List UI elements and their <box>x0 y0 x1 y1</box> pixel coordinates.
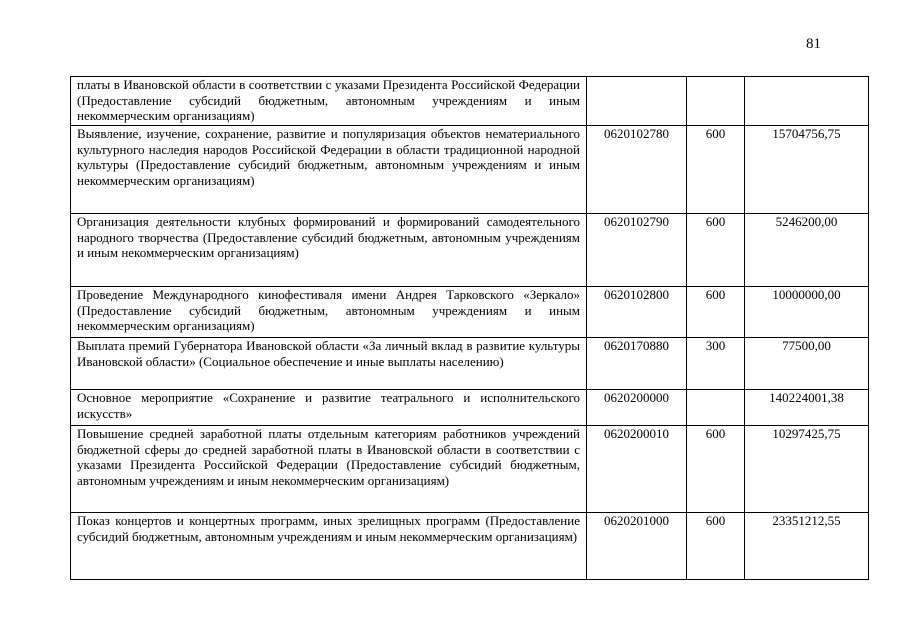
row-code: 0620102790 <box>587 214 687 287</box>
table-row <box>71 126 869 214</box>
table-row <box>71 390 869 426</box>
row-type: 600 <box>687 214 745 287</box>
table-row <box>71 77 869 126</box>
row-code: 0620200010 <box>587 426 687 513</box>
row-amount: 77500,00 <box>745 338 869 390</box>
row-type <box>687 77 745 126</box>
row-type: 300 <box>687 338 745 390</box>
row-description: платы в Ивановской области в соответствии с указами Президента Российской Федерации (Предоставление субсидий бюджетным, автономным учреждениям и иным некоммерческим организациям) <box>71 77 587 126</box>
row-code: 0620102780 <box>587 126 687 214</box>
row-amount <box>745 77 869 126</box>
table-row <box>71 214 869 287</box>
row-amount: 23351212,55 <box>745 513 869 580</box>
row-code: 0620102800 <box>587 287 687 338</box>
row-description: Выплата премий Губернатора Ивановской области «За личный вклад в развитие культуры Ивановской области» (Социальное обеспечение и иные выплаты населению) <box>71 338 587 390</box>
table-row <box>71 513 869 580</box>
row-code: 0620200000 <box>587 390 687 426</box>
table-row <box>71 287 869 338</box>
row-description: Основное мероприятие «Сохранение и развитие театрального и исполнительского искусств» <box>71 390 587 426</box>
row-type: 600 <box>687 126 745 214</box>
row-amount: 10000000,00 <box>745 287 869 338</box>
row-code <box>587 77 687 126</box>
row-description: Повышение средней заработной платы отдельным категориям работников учреждений бюджетной сферы до средней заработной платы в Ивановской области в соответствии с указами Президента Российской Федерации (Предоставление субсидий бюджетным, автономным учреждениям и иным некоммерческим организациям) <box>71 426 587 513</box>
budget-table <box>70 76 869 580</box>
row-description: Организация деятельности клубных формирований и формирований самодеятельного народного творчества (Предоставление субсидий бюджетным, автономным учреждениям и иным некоммерческим организациям) <box>71 214 587 287</box>
row-code: 0620201000 <box>587 513 687 580</box>
row-type: 600 <box>687 513 745 580</box>
page-number: 81 <box>806 36 821 52</box>
row-type <box>687 390 745 426</box>
row-description: Выявление, изучение, сохранение, развитие и популяризация объектов нематериального культурного наследия народов Российской Федерации в области традиционной народной культуры (Предоставление субсидий бюджетным, автономным учреждениям и иным некоммерческим организациям) <box>71 126 587 214</box>
row-type: 600 <box>687 287 745 338</box>
row-type: 600 <box>687 426 745 513</box>
table-row <box>71 338 869 390</box>
row-amount: 10297425,75 <box>745 426 869 513</box>
row-description: Показ концертов и концертных программ, иных зрелищных программ (Предоставление субсидий бюджетным, автономным учреждениям и иным некоммерческим организациям) <box>71 513 587 580</box>
row-description: Проведение Международного кинофестиваля имени Андрея Тарковского «Зеркало» (Предоставление субсидий бюджетным, автономным учреждениям и иным некоммерческим организациям) <box>71 287 587 338</box>
row-amount: 15704756,75 <box>745 126 869 214</box>
row-code: 0620170880 <box>587 338 687 390</box>
row-amount: 140224001,38 <box>745 390 869 426</box>
table-row <box>71 426 869 513</box>
row-amount: 5246200,00 <box>745 214 869 287</box>
